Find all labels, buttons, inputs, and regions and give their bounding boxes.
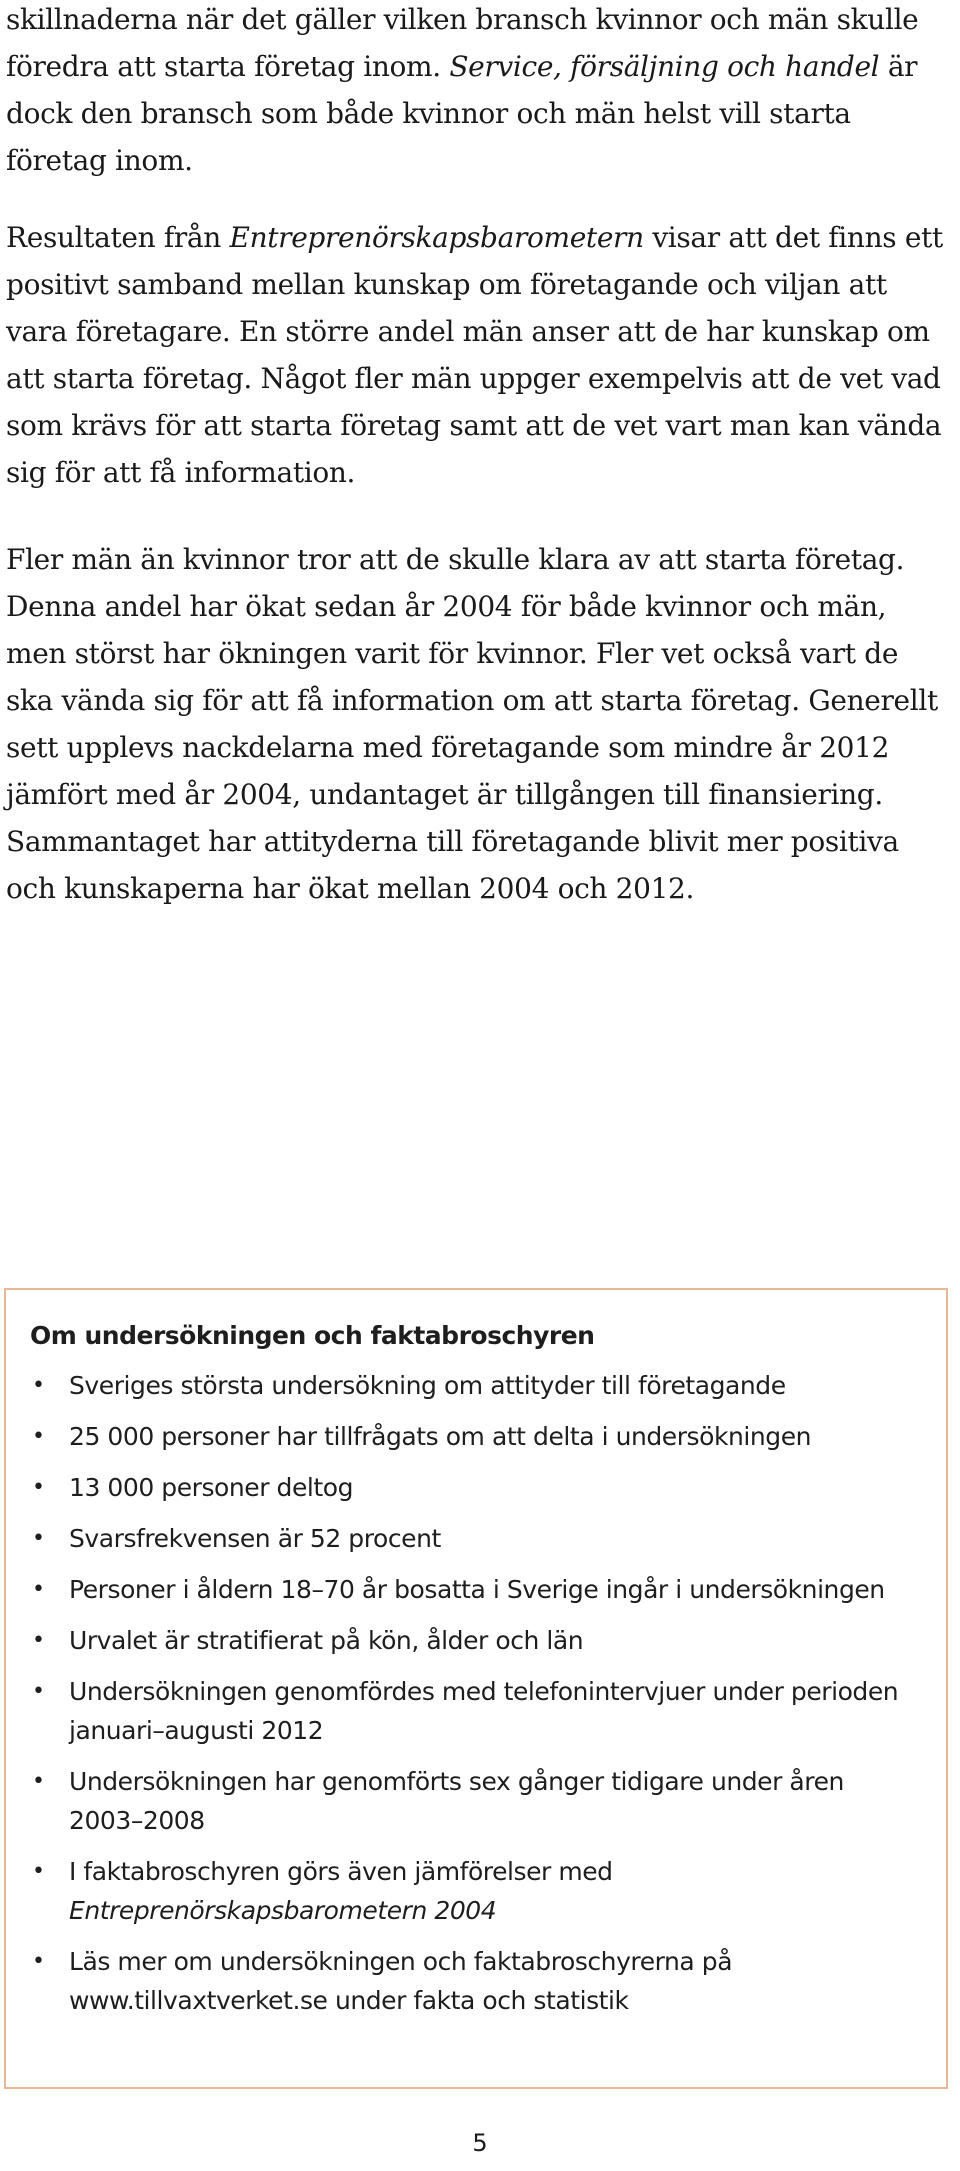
paragraph-text: visar att det finns ett positivt samband mellan kunskap om företagande och viljan att vara företagare. En större andel män anser att de har kunskap om att starta företag. Något fler män uppger exempelvis att de vet vad som krävs för att starta företag samt att de vet vart man kan vända sig för att få information. bbox=[6, 221, 943, 489]
paragraph-text: Resultaten från bbox=[6, 221, 230, 254]
list-item bbox=[30, 1762, 922, 1840]
list-item bbox=[30, 1942, 922, 2020]
list-item bbox=[30, 1519, 922, 1558]
list-item-text: Personer i åldern 18–70 år bosatta i Sverige ingår i undersökningen bbox=[69, 1575, 885, 1604]
bullet-icon: • bbox=[32, 1679, 45, 1704]
fact-box bbox=[4, 1288, 948, 2089]
fact-list bbox=[30, 1366, 922, 2020]
list-item-text: 25 000 personer har tillfrågats om att delta i undersökningen bbox=[69, 1422, 812, 1451]
bullet-icon: • bbox=[32, 1373, 45, 1398]
list-item bbox=[30, 1468, 922, 1507]
bullet-icon: • bbox=[32, 1577, 45, 1602]
list-item-text: 13 000 personer deltog bbox=[69, 1473, 353, 1502]
list-item-emphasis: Entreprenörskapsbarometern 2004 bbox=[69, 1896, 497, 1925]
paragraph-emphasis: Entreprenörskapsbarometern bbox=[229, 221, 644, 254]
bullet-icon: • bbox=[32, 1628, 45, 1653]
list-item-text: Svarsfrekvensen är 52 procent bbox=[69, 1524, 441, 1553]
list-item-text: I faktabroschyren görs även jämförelser med bbox=[69, 1857, 613, 1886]
bullet-icon: • bbox=[32, 1949, 45, 1974]
list-item bbox=[30, 1852, 922, 1930]
paragraph-text: skillnaderna när det gäller vilken bransch kvinnor och män skulle föredra att starta företag inom. bbox=[6, 3, 919, 83]
list-item bbox=[30, 1621, 922, 1660]
list-item-text: Sveriges största undersökning om attityder till företagande bbox=[69, 1371, 786, 1400]
list-item bbox=[30, 1366, 922, 1405]
fact-box-title: Om undersökningen och faktabroschyren bbox=[30, 1321, 595, 1350]
list-item bbox=[30, 1672, 922, 1750]
page-number: 5 bbox=[472, 2129, 488, 2157]
bullet-icon: • bbox=[32, 1475, 45, 1500]
bullet-icon: • bbox=[32, 1859, 45, 1884]
list-item bbox=[30, 1417, 922, 1456]
list-item-text: Undersökningen har genomförts sex gånger tidigare under åren 2003–2008 bbox=[69, 1767, 844, 1835]
list-item-text: Läs mer om undersökningen och faktabroschyrerna på www.tillvaxtverket.se under fakta och statistik bbox=[69, 1947, 733, 2015]
paragraph-emphasis: Service, försäljning och handel bbox=[449, 50, 880, 83]
list-item-text: Urvalet är stratifierat på kön, ålder och län bbox=[69, 1626, 584, 1655]
list-item bbox=[30, 1570, 922, 1609]
bullet-icon: • bbox=[32, 1424, 45, 1449]
list-item-text: Undersökningen genomfördes med telefonintervjuer under perioden januari–augusti 2012 bbox=[69, 1677, 899, 1745]
bullet-icon: • bbox=[32, 1526, 45, 1551]
body-paragraph-1 bbox=[6, 0, 946, 184]
bullet-icon: • bbox=[32, 1769, 45, 1794]
body-paragraph-3: Fler män än kvinnor tror att de skulle klara av att starta företag. Denna andel har ökat sedan år 2004 för både kvinnor och män, men störst har ökningen varit för kvinnor. Fler vet också vart de ska vända sig för att få information om att starta företag. Generellt sett upplevs nackdelarna med företagande som mindre år 2012 jämfört med år 2004, undantaget är tillgången till finansiering. Sammantaget har attityderna till företagande blivit mer positiva och kunskaperna har ökat mellan 2004 och 2012. bbox=[6, 543, 938, 905]
paragraph-text: är dock den bransch som både kvinnor och män helst vill starta företag inom. bbox=[6, 50, 918, 177]
body-paragraph-2 bbox=[6, 214, 946, 496]
